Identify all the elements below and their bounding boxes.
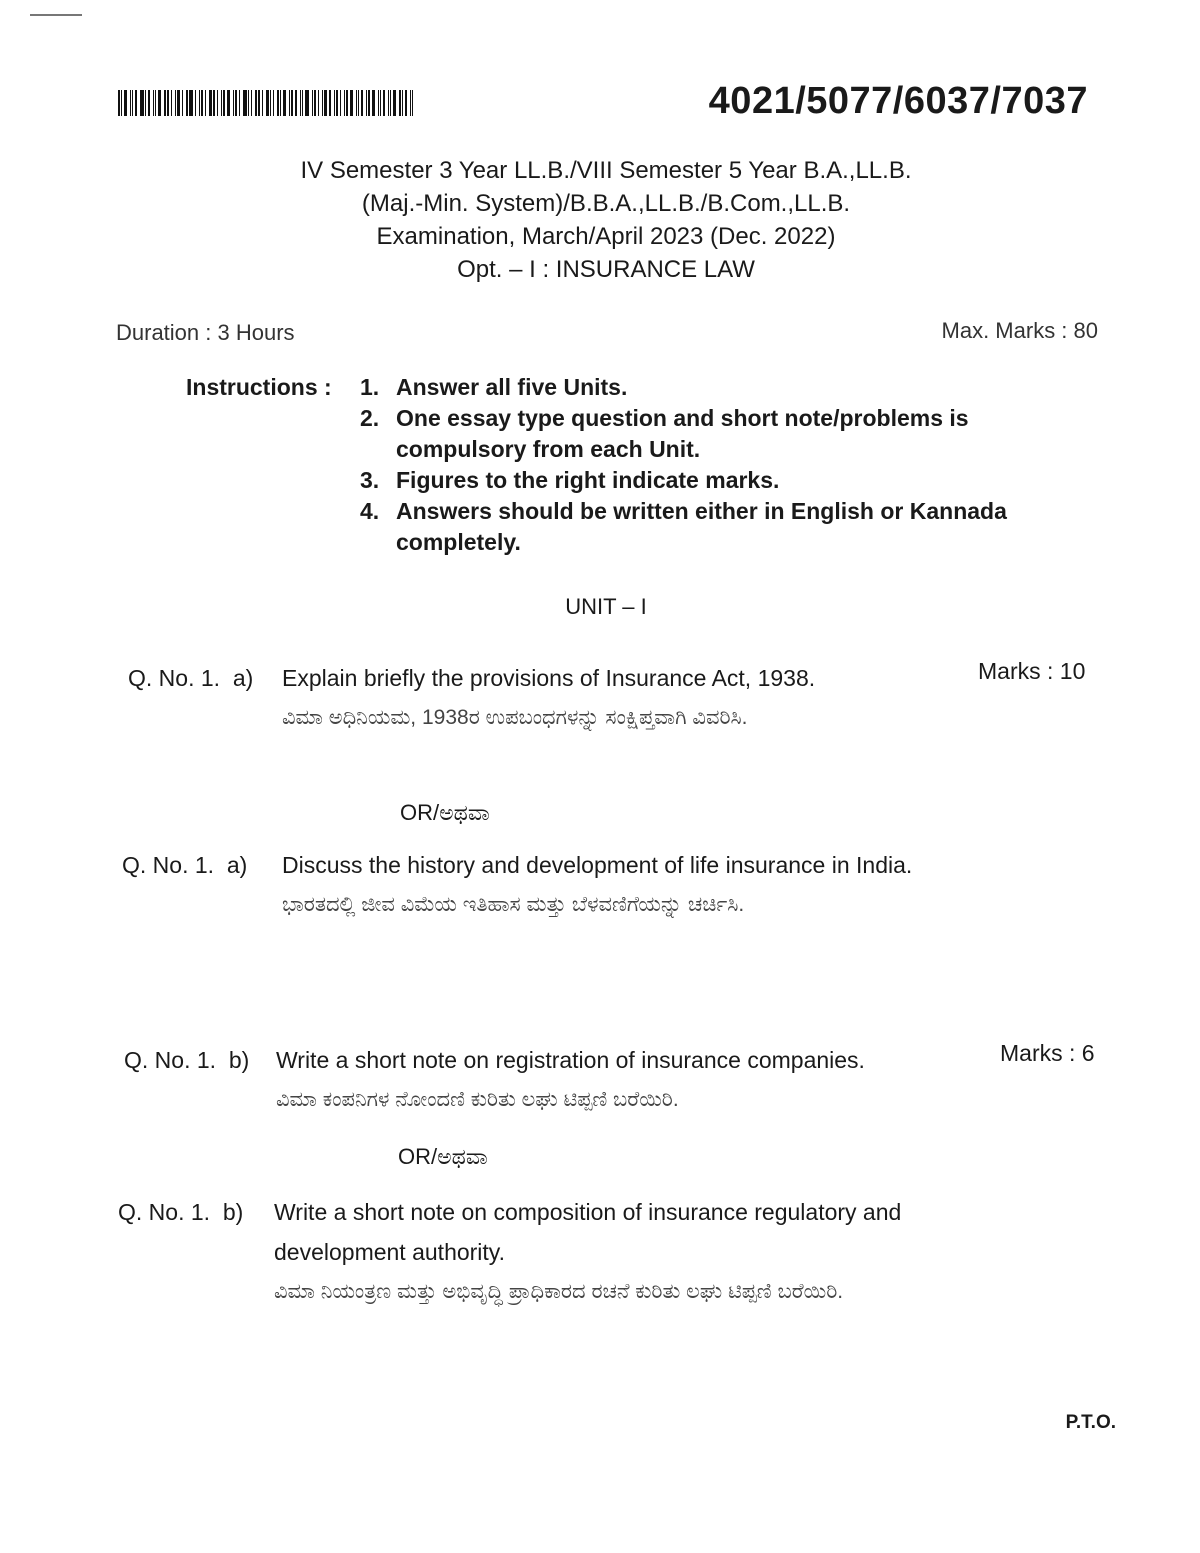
barcode-stripe [340, 90, 341, 116]
instructions-label: Instructions : [186, 374, 332, 400]
barcode-stripe [248, 90, 249, 116]
barcode-stripe [336, 90, 338, 116]
barcode-stripe [140, 90, 144, 116]
barcode-stripe [270, 90, 271, 116]
question-text [276, 1040, 966, 1120]
heading-line-system: (Maj.-Min. System)/B.B.A.,LL.B./B.Com.,LL.B. [361, 190, 851, 217]
barcode-stripe [402, 90, 403, 116]
question-1b-alternative [118, 1192, 1018, 1362]
barcode-stripe [305, 90, 309, 116]
exam-heading [0, 154, 1200, 286]
barcode-stripe [118, 90, 120, 116]
question-1a [128, 658, 1028, 788]
barcode-stripe [251, 90, 252, 116]
barcode-stripe [239, 90, 240, 116]
instruction-text: Answers should be written either in English or Kannada completely. [396, 498, 1007, 555]
barcode-stripe [380, 90, 381, 116]
barcode-stripe [346, 90, 348, 116]
barcode-stripe [258, 90, 260, 116]
barcode-stripe [291, 90, 293, 116]
barcode-stripe [213, 90, 215, 116]
instruction-number: 1. [360, 374, 380, 400]
barcode-stripe [372, 90, 375, 116]
barcode-stripe [153, 90, 154, 116]
barcode-stripe [383, 90, 385, 116]
barcode-stripe [368, 90, 370, 116]
instruction-item [360, 372, 1060, 403]
question-1b [124, 1040, 1024, 1130]
instruction-number: 4. [360, 498, 380, 524]
or-separator: OR/ಅಥವಾ [398, 1144, 488, 1169]
barcode-stripe [148, 90, 150, 116]
question-text-kannada: ಭಾರತದಲ್ಲಿ ಜೀವ ವಿಮೆಯ ಇತಿಹಾಸ ಮತ್ತು ಬೆಳವಣಿಗೆಯನ್ನು ಚರ್ಚಿಸಿ. [282, 893, 745, 916]
barcode-stripe [378, 90, 379, 116]
max-marks: Max. Marks : 80 [941, 318, 1098, 343]
instruction-text: Answer all five Units. [396, 374, 628, 400]
barcode-stripe [273, 90, 274, 116]
barcode-stripe [322, 90, 323, 116]
barcode-stripe [177, 90, 180, 116]
barcode-stripe [182, 90, 183, 116]
barcode-stripe [393, 90, 396, 116]
barcode-stripe [388, 90, 389, 116]
barcode-stripe [223, 90, 225, 116]
question-text-kannada: ವಿಮಾ ಅಧಿನಿಯಮ, 1938ರ ಉಪಬಂಧಗಳನ್ನು ಸಂಕ್ಷಿಪ್ತವಾಗಿ ವಿವರಿಸಿ. [282, 706, 748, 729]
barcode-stripe [329, 90, 331, 116]
question-text [282, 658, 922, 738]
barcode-stripe [277, 90, 279, 116]
instruction-number: 3. [360, 467, 380, 493]
barcode-stripe [358, 90, 359, 116]
question-number: Q. No. 1. a) [128, 665, 254, 691]
barcode-stripe [334, 90, 335, 116]
barcode-stripe [164, 90, 166, 116]
instruction-item [360, 465, 1060, 496]
question-marks: Marks : 10 [978, 658, 1086, 684]
barcode-stripe [201, 90, 203, 116]
barcode-stripe [312, 90, 313, 116]
barcode-stripe [155, 90, 156, 116]
instruction-item [360, 496, 1060, 558]
barcode-stripe [280, 90, 281, 116]
barcode-stripe [217, 90, 218, 116]
barcode-stripe [189, 90, 193, 116]
question-text-english: Write a short note on composition of insurance regulatory and development authority. [274, 1199, 902, 1265]
question-number: Q. No. 1. b) [118, 1199, 244, 1225]
barcode-stripe [314, 90, 316, 116]
barcode-stripe [300, 90, 301, 116]
barcode-stripe [318, 90, 319, 116]
barcode-stripe [195, 90, 196, 116]
instruction-number: 2. [360, 405, 380, 431]
barcode-stripe [121, 90, 122, 116]
barcode-stripe [209, 90, 212, 116]
barcode-stripe [283, 90, 286, 116]
barcode-stripe [366, 90, 367, 116]
instruction-text: Figures to the right indicate marks. [396, 467, 780, 493]
barcode-stripe [266, 90, 269, 116]
barcode-stripe [243, 90, 247, 116]
question-text-english: Explain briefly the provisions of Insurance Act, 1938. [282, 665, 816, 691]
instruction-text: One essay type question and short note/problems is compulsory from each Unit. [396, 405, 969, 462]
unit-title: UNIT – I [565, 594, 647, 619]
barcode-stripe [405, 90, 407, 116]
duration: Duration : 3 Hours [116, 320, 295, 345]
barcode-stripe [158, 90, 161, 116]
question-text-kannada: ವಿಮಾ ಕಂಪನಿಗಳ ನೋಂದಣಿ ಕುರಿತು ಲಘು ಟಿಪ್ಪಣಿ ಬರೆಯಿರಿ. [276, 1088, 679, 1111]
heading-line-examination: Examination, March/April 2023 (Dec. 2022) [376, 223, 836, 250]
barcode-stripe [324, 90, 327, 116]
barcode-stripe [255, 90, 257, 116]
paper-code: 4021/5077/6037/7037 [708, 80, 1088, 122]
barcode-stripe [171, 90, 172, 116]
or-separator: OR/ಅಥವಾ [400, 800, 490, 825]
barcode-stripe [356, 90, 357, 116]
barcode-stripe [399, 90, 401, 116]
question-text [282, 845, 962, 925]
question-number: Q. No. 1. a) [122, 852, 248, 878]
barcode-stripe [124, 90, 127, 116]
instruction-item [360, 403, 1060, 465]
barcode-stripe [361, 90, 363, 116]
barcode-stripe [175, 90, 176, 116]
barcode-stripe [344, 90, 345, 116]
question-1a-alternative [122, 845, 1022, 1015]
barcode-stripe [235, 90, 237, 116]
question-text-english: Write a short note on registration of insurance companies. [276, 1047, 865, 1073]
question-text-kannada: ವಿಮಾ ನಿಯಂತ್ರಣ ಮತ್ತು ಅಭಿವೃದ್ಧಿ ಪ್ರಾಧಿಕಾರದ ರಚನೆ ಕುರಿತು ಲಘು ಟಿಪ್ಪಣಿ ಬರೆಯಿರಿ. [274, 1280, 844, 1303]
heading-line-subject: Opt. – I : INSURANCE LAW [457, 256, 755, 283]
instructions-list [360, 372, 1060, 558]
question-text-english: Discuss the history and development of life insurance in India. [282, 852, 913, 878]
scan-artifact [30, 14, 82, 16]
barcode-stripe [227, 90, 230, 116]
barcode-stripe [390, 90, 391, 116]
barcode-stripe [302, 90, 303, 116]
barcode-stripe [262, 90, 263, 116]
barcode-stripe [233, 90, 234, 116]
barcode-stripe [350, 90, 353, 116]
barcode-stripe [205, 90, 206, 116]
heading-line-semester: IV Semester 3 Year LL.B./VIII Semester 5 Year B.A.,LL.B. [300, 157, 912, 184]
barcode-stripe [410, 90, 411, 116]
barcode-stripe [199, 90, 200, 116]
barcode-stripe [295, 90, 297, 116]
barcode-stripe [145, 90, 146, 116]
question-text [274, 1192, 964, 1312]
question-marks: Marks : 6 [1000, 1040, 1095, 1066]
question-number: Q. No. 1. b) [124, 1047, 250, 1073]
barcode-stripe [132, 90, 133, 116]
barcode-stripe [167, 90, 169, 116]
barcode-stripe [135, 90, 137, 116]
barcode-stripe [130, 90, 131, 116]
barcode-stripe [412, 90, 413, 116]
barcode-stripe [186, 90, 188, 116]
barcode-stripe [221, 90, 222, 116]
please-turn-over: P.T.O. [1065, 1412, 1116, 1433]
barcode-stripe [289, 90, 290, 116]
barcode [118, 90, 518, 116]
